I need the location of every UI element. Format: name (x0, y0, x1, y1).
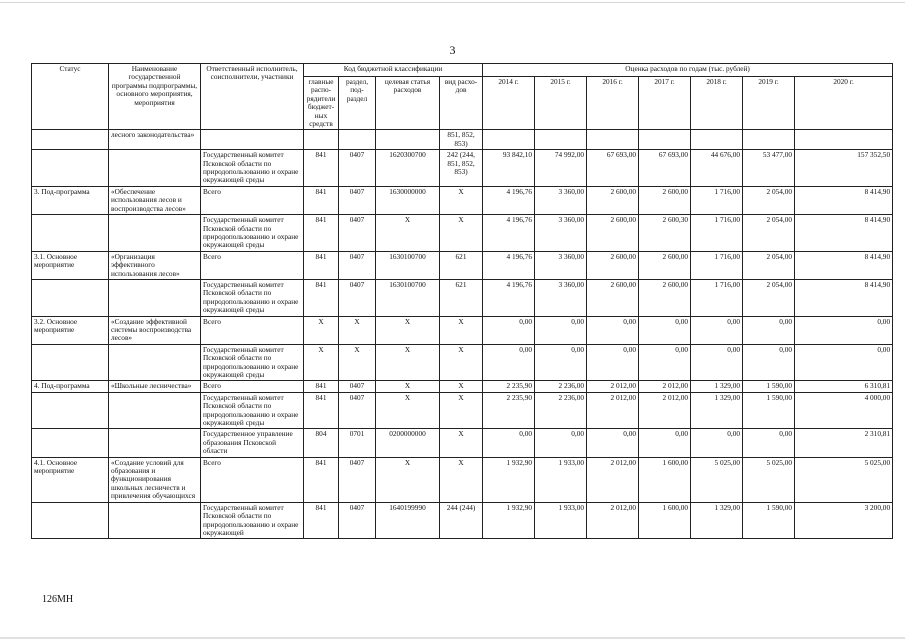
section-cell: Х (339, 316, 376, 344)
cost-2015-cell: 2 236,00 (535, 381, 587, 392)
type-cell: Х (440, 186, 483, 214)
target-cell: Х (376, 457, 440, 502)
cost-2017-cell: 2 600,00 (639, 186, 691, 214)
cost-2014-cell: 93 842,10 (483, 150, 535, 187)
cost-2016-cell: 0,00 (587, 316, 639, 344)
executor-cell: Государственный комитет Псковской области по природопользованию и охране окружающей среды (201, 392, 304, 429)
cost-2016-cell: 2 012,00 (587, 381, 639, 392)
header-section: раздел, под-раздел (339, 77, 376, 130)
cost-2017-cell: 2 600,30 (639, 215, 691, 252)
cost-2015-cell: 2 236,00 (535, 392, 587, 429)
section-cell: 0407 (339, 381, 376, 392)
executor-cell: Государственный комитет Псковской области по природопользованию и охране окружающей среды (201, 150, 304, 187)
cost-2016-cell: 2 600,00 (587, 279, 639, 316)
cost-2014-cell: 4 196,76 (483, 251, 535, 279)
grbs-cell: Х (304, 316, 339, 344)
cost-2020-cell: 8 414,90 (795, 215, 893, 252)
header-year: 2016 г. (587, 77, 639, 130)
table-row (32, 150, 893, 187)
cost-2016-cell: 0,00 (587, 344, 639, 381)
scan-top-line (0, 2, 905, 3)
cost-2018-cell: 0,00 (691, 344, 743, 381)
type-cell: 244 (244) (440, 502, 483, 539)
cost-2015-cell: 0,00 (535, 429, 587, 457)
cost-2018-cell: 1 329,00 (691, 392, 743, 429)
cost-2017-cell: 0,00 (639, 344, 691, 381)
header-year: 2019 г. (743, 77, 795, 130)
status-cell (32, 150, 109, 187)
target-cell: Х (376, 392, 440, 429)
header-costs: Оценка расходов по годам (тыс. рублей) (483, 64, 893, 77)
cost-2015-cell: 3 360,00 (535, 186, 587, 214)
executor-cell: Всего (201, 186, 304, 214)
type-cell: Х (440, 381, 483, 392)
cost-2014-cell: 1 932,90 (483, 502, 535, 539)
cost-2019-cell: 2 054,00 (743, 186, 795, 214)
header-year: 2017 г. (639, 77, 691, 130)
cost-2015-cell: 3 360,00 (535, 279, 587, 316)
table-body (32, 130, 893, 539)
cost-2015-cell: 3 360,00 (535, 251, 587, 279)
name-cell: «Организация эффективного использования лесов» (109, 251, 201, 279)
cost-2020-cell: 0,00 (795, 316, 893, 344)
cost-2015-cell: 0,00 (535, 316, 587, 344)
cost-2017-cell: 2 012,00 (639, 381, 691, 392)
cost-2015-cell: 1 933,00 (535, 502, 587, 539)
cost-2018-cell: 1 716,00 (691, 186, 743, 214)
name-cell (109, 279, 201, 316)
expenditure-table (31, 63, 893, 539)
type-cell: Х (440, 457, 483, 502)
target-cell: 1620300700 (376, 150, 440, 187)
cost-2020-cell: 157 352,50 (795, 150, 893, 187)
grbs-cell: 841 (304, 457, 339, 502)
section-cell: 0407 (339, 457, 376, 502)
name-cell: лесного законодательства» (109, 130, 201, 150)
executor-cell: Всего (201, 457, 304, 502)
cost-2019-cell: 1 590,00 (743, 381, 795, 392)
header-budget-code: Код бюджетной классификации (304, 64, 483, 77)
cost-2015-cell: 0,00 (535, 344, 587, 381)
section-cell: 0407 (339, 186, 376, 214)
target-cell: 1630000000 (376, 186, 440, 214)
name-cell (109, 215, 201, 252)
cost-2020-cell: 2 310,81 (795, 429, 893, 457)
cost-2017-cell (639, 130, 691, 150)
target-cell: 0200000000 (376, 429, 440, 457)
header-status: Статус (32, 64, 109, 130)
cost-2019-cell (743, 130, 795, 150)
cost-2019-cell: 2 054,00 (743, 215, 795, 252)
cost-2019-cell: 0,00 (743, 429, 795, 457)
executor-cell: Государственный комитет Псковской области по природопользованию и охране окружающей среды (201, 344, 304, 381)
type-cell: 621 (440, 251, 483, 279)
cost-2014-cell: 4 196,76 (483, 215, 535, 252)
cost-2018-cell: 1 716,00 (691, 215, 743, 252)
cost-2017-cell: 0,00 (639, 429, 691, 457)
section-cell: 0407 (339, 251, 376, 279)
cost-2015-cell: 1 933,00 (535, 457, 587, 502)
page-number: 3 (449, 43, 456, 57)
type-cell: Х (440, 316, 483, 344)
header-year: 2015 г. (535, 77, 587, 130)
grbs-cell: 841 (304, 502, 339, 539)
table-row (32, 186, 893, 214)
table-row (32, 279, 893, 316)
cost-2019-cell: 1 590,00 (743, 502, 795, 539)
header-target: целевая статья расходов (376, 77, 440, 130)
grbs-cell: 841 (304, 381, 339, 392)
target-cell: Х (376, 381, 440, 392)
cost-2018-cell (691, 130, 743, 150)
cost-2018-cell: 0,00 (691, 316, 743, 344)
cost-2019-cell: 53 477,00 (743, 150, 795, 187)
cost-2018-cell: 1 716,00 (691, 251, 743, 279)
type-cell: 851, 852, 853) (440, 130, 483, 150)
cost-2016-cell: 2 600,00 (587, 215, 639, 252)
footer-code: 126МН (42, 594, 74, 605)
cost-2014-cell: 2 235,90 (483, 381, 535, 392)
cost-2019-cell: 2 054,00 (743, 251, 795, 279)
executor-cell: Государственный комитет Псковской области по природопользованию и охране окружающей (201, 502, 304, 539)
cost-2014-cell: 1 932,90 (483, 457, 535, 502)
target-cell (376, 130, 440, 150)
cost-2020-cell: 6 310,81 (795, 381, 893, 392)
header-year: 2014 г. (483, 77, 535, 130)
cost-2018-cell: 1 716,00 (691, 279, 743, 316)
table-row (32, 392, 893, 429)
cost-2016-cell: 2 600,00 (587, 251, 639, 279)
executor-cell: Всего (201, 381, 304, 392)
table-row (32, 502, 893, 539)
type-cell: Х (440, 392, 483, 429)
cost-2014-cell: 4 196,76 (483, 186, 535, 214)
cost-2019-cell: 1 590,00 (743, 392, 795, 429)
cost-2017-cell: 2 012,00 (639, 392, 691, 429)
cost-2017-cell: 1 600,00 (639, 502, 691, 539)
executor-cell: Всего (201, 316, 304, 344)
cost-2016-cell: 67 693,00 (587, 150, 639, 187)
type-cell: 242 (244, 851, 852, 853) (440, 150, 483, 187)
cost-2020-cell: 0,00 (795, 344, 893, 381)
cost-2016-cell (587, 130, 639, 150)
name-cell (109, 392, 201, 429)
cost-2016-cell: 2 600,00 (587, 186, 639, 214)
header-type: вид расхо-дов (440, 77, 483, 130)
grbs-cell: 841 (304, 392, 339, 429)
executor-cell: Государственный комитет Псковской области по природопользованию и охране окружающей среды (201, 215, 304, 252)
target-cell: Х (376, 316, 440, 344)
cost-2018-cell: 1 329,00 (691, 502, 743, 539)
section-cell: 0407 (339, 279, 376, 316)
name-cell (109, 344, 201, 381)
section-cell: 0407 (339, 392, 376, 429)
status-cell (32, 344, 109, 381)
cost-2016-cell: 0,00 (587, 429, 639, 457)
grbs-cell: 841 (304, 186, 339, 214)
table-row (32, 381, 893, 392)
grbs-cell: 841 (304, 251, 339, 279)
type-cell: Х (440, 344, 483, 381)
cost-2018-cell: 1 329,00 (691, 381, 743, 392)
section-cell: 0407 (339, 502, 376, 539)
cost-2014-cell: 4 196,76 (483, 279, 535, 316)
table-row (32, 316, 893, 344)
cost-2014-cell: 2 235,90 (483, 392, 535, 429)
cost-2019-cell: 2 054,00 (743, 279, 795, 316)
cost-2020-cell: 4 000,00 (795, 392, 893, 429)
cost-2016-cell: 2 012,00 (587, 502, 639, 539)
executor-cell (201, 130, 304, 150)
cost-2020-cell (795, 130, 893, 150)
table-row (32, 344, 893, 381)
cost-2015-cell: 3 360,00 (535, 215, 587, 252)
cost-2020-cell: 3 200,00 (795, 502, 893, 539)
cost-2018-cell: 0,00 (691, 429, 743, 457)
section-cell (339, 130, 376, 150)
header-year: 2020 г. (795, 77, 893, 130)
cost-2020-cell: 5 025,00 (795, 457, 893, 502)
status-cell: 3.2. Основное мероприятие (32, 316, 109, 344)
table-row (32, 457, 893, 502)
executor-cell: Государственное управление образования Псковской области (201, 429, 304, 457)
type-cell: Х (440, 215, 483, 252)
cost-2015-cell: 74 992,00 (535, 150, 587, 187)
section-cell: 0407 (339, 215, 376, 252)
target-cell: 1630100700 (376, 279, 440, 316)
grbs-cell: 841 (304, 150, 339, 187)
name-cell (109, 429, 201, 457)
section-cell: Х (339, 344, 376, 381)
name-cell: «Обеспечение использования лесов и воспроизводства лесов» (109, 186, 201, 214)
scan-bottom-edge (0, 637, 905, 639)
header-grbs: главные распо-рядители бюджет-ных средств (304, 77, 339, 130)
cost-2016-cell: 2 012,00 (587, 392, 639, 429)
cost-2017-cell: 1 600,00 (639, 457, 691, 502)
header-executor: Ответственный исполнитель, соисполнители, участники (201, 64, 304, 130)
status-cell (32, 130, 109, 150)
name-cell: «Школьные лесничества» (109, 381, 201, 392)
target-cell: 1640199990 (376, 502, 440, 539)
header-name: Наименование государственной программы подпрограммы, основного мероприятия, мероприятия (109, 64, 201, 130)
status-cell (32, 279, 109, 316)
target-cell: Х (376, 215, 440, 252)
cost-2017-cell: 67 693,00 (639, 150, 691, 187)
cost-2014-cell: 0,00 (483, 316, 535, 344)
status-cell (32, 392, 109, 429)
status-cell (32, 502, 109, 539)
target-cell: 1630100700 (376, 251, 440, 279)
table-row (32, 251, 893, 279)
cost-2020-cell: 8 414,90 (795, 186, 893, 214)
status-cell: 3. Под-программа (32, 186, 109, 214)
grbs-cell: Х (304, 344, 339, 381)
cost-2015-cell (535, 130, 587, 150)
name-cell: «Создание условий для образования и функционирования школьных лесничеств и привлечения обучающихся (109, 457, 201, 502)
name-cell: «Создание эффективной системы воспроизводства лесов» (109, 316, 201, 344)
name-cell (109, 502, 201, 539)
type-cell: 621 (440, 279, 483, 316)
cost-2017-cell: 0,00 (639, 316, 691, 344)
cost-2019-cell: 0,00 (743, 344, 795, 381)
cost-2017-cell: 2 600,00 (639, 279, 691, 316)
section-cell: 0701 (339, 429, 376, 457)
table-row (32, 130, 893, 150)
grbs-cell: 804 (304, 429, 339, 457)
executor-cell: Государственный комитет Псковской области по природопользованию и охране окружающей среды (201, 279, 304, 316)
type-cell: Х (440, 429, 483, 457)
grbs-cell (304, 130, 339, 150)
cost-2017-cell: 2 600,00 (639, 251, 691, 279)
status-cell (32, 429, 109, 457)
target-cell: Х (376, 344, 440, 381)
status-cell: 4. Под-программа (32, 381, 109, 392)
name-cell (109, 150, 201, 187)
cost-2014-cell: 0,00 (483, 344, 535, 381)
cost-2020-cell: 8 414,90 (795, 279, 893, 316)
cost-2018-cell: 44 676,00 (691, 150, 743, 187)
status-cell: 4.1. Основное мероприятие (32, 457, 109, 502)
cost-2014-cell (483, 130, 535, 150)
grbs-cell: 841 (304, 279, 339, 316)
cost-2016-cell: 2 012,00 (587, 457, 639, 502)
cost-2014-cell: 0,00 (483, 429, 535, 457)
status-cell (32, 215, 109, 252)
executor-cell: Всего (201, 251, 304, 279)
grbs-cell: 841 (304, 215, 339, 252)
section-cell: 0407 (339, 150, 376, 187)
cost-2019-cell: 5 025,00 (743, 457, 795, 502)
table-row (32, 215, 893, 252)
header-year: 2018 г. (691, 77, 743, 130)
cost-2019-cell: 0,00 (743, 316, 795, 344)
table-row (32, 429, 893, 457)
status-cell: 3.1. Основное мероприятие (32, 251, 109, 279)
cost-2018-cell: 5 025,00 (691, 457, 743, 502)
cost-2020-cell: 8 414,90 (795, 251, 893, 279)
